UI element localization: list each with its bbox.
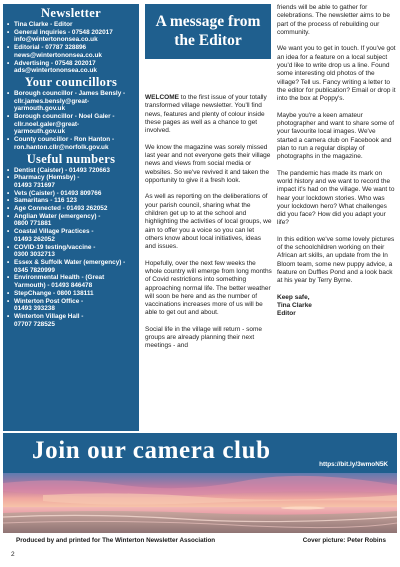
letter-paragraph bbox=[145, 260, 272, 318]
contact-item bbox=[7, 228, 135, 243]
contact-item-line: 07707 728525 bbox=[14, 320, 55, 328]
letter-paragraph: In this edition we've some lovely pictures of the schoolchildren working on their African art skills, an update from the In Bloom team, some new puppy advice, a feature on Duffles Pond and a look back at his year by Terry Byrne. bbox=[277, 235, 395, 285]
camera-club-link[interactable]: https://bit.ly/3wmoN5K bbox=[319, 461, 388, 468]
beach-sunset-photo bbox=[3, 473, 397, 533]
letter-paragraph bbox=[145, 326, 272, 351]
contact-item-line: • Editorial - 07787 328896 bbox=[14, 44, 87, 52]
editor-heading-line-2: the Editor bbox=[174, 32, 242, 49]
contact-item-line: • COVID-19 testing/vaccine - bbox=[14, 243, 96, 251]
contact-item-line: • Essex & Suffolk Water (emergency) - bbox=[14, 258, 126, 266]
camera-club-title: Join our camera club bbox=[32, 437, 271, 464]
signoff-line: Keep safe, bbox=[277, 293, 310, 301]
letter-paragraph: Maybe you're a keen amateur photographer and want to share some of your favourite local images. We've started a camera club on Facebook and plan to run a regular display of photographs in the magazine. bbox=[277, 111, 395, 161]
contact-item bbox=[7, 167, 135, 175]
contact-item bbox=[7, 113, 135, 136]
letter-paragraph-text: Social life in the village will return - some groups are already planning their next meetings - and bbox=[145, 325, 263, 350]
camera-club-banner bbox=[3, 433, 397, 473]
sidebar-section-title: Your councillors bbox=[24, 74, 118, 89]
contact-item-line: ads@wintertononsea.co.uk bbox=[14, 67, 97, 75]
letter-lead-word: WELCOME bbox=[145, 94, 179, 101]
contact-item bbox=[7, 274, 135, 289]
contact-item bbox=[7, 290, 135, 298]
contact-item-line: • Age Connected - 01493 262052 bbox=[14, 205, 108, 213]
editor-letter-column-1 bbox=[145, 94, 272, 359]
contact-item-line: • Coastal Village Practices - bbox=[14, 228, 94, 236]
contact-item bbox=[7, 136, 135, 151]
letter-paragraph bbox=[145, 193, 272, 251]
letter-paragraph: The pandemic has made its mark on world history and we want to record the impact it's had on the village. We want to hear your lockdown stories. Who was your lockdown hero? What challenges did you face? How did you adapt your life? bbox=[277, 169, 395, 227]
letter-paragraph: friends will be able to gather for celebrations. The newsletter aims to be part of the process of rebuilding our community. bbox=[277, 4, 390, 36]
contact-item-line: 0800 771881 bbox=[14, 220, 52, 228]
contact-item-line: cllr.noel.galer@great- bbox=[14, 120, 80, 128]
cover-picture-credit: Cover picture: Peter Robins bbox=[302, 537, 386, 544]
contact-item-line: • General inquiries - 07548 202017 bbox=[14, 28, 113, 36]
contact-item-line: news@wintertononsea.co.uk bbox=[14, 51, 102, 59]
letter-paragraph bbox=[145, 144, 272, 185]
contacts-sidebar bbox=[3, 4, 139, 431]
contact-item-line: • Tina Clarke - Editor bbox=[14, 21, 73, 28]
contact-item-line: • Pharmacy (Hemsby) - bbox=[14, 174, 80, 182]
contact-item-line: • Dentist (Caister) - 01493 720663 bbox=[14, 166, 110, 174]
letter-paragraph bbox=[145, 94, 272, 135]
sidebar-section-list bbox=[7, 21, 135, 75]
editor-letter-column-2 bbox=[277, 4, 397, 319]
sidebar-section-list bbox=[7, 90, 135, 152]
editor-heading-line-1: A message from bbox=[155, 13, 261, 30]
contact-item-line: 01493 393238 bbox=[14, 305, 55, 313]
editor-signoff bbox=[277, 294, 397, 319]
contact-item bbox=[7, 44, 135, 59]
contact-item-line: • County councillor - Ron Hanton - bbox=[14, 136, 115, 144]
contact-item bbox=[7, 205, 135, 213]
contact-item-line: • Vets (Caister) - 01493 809766 bbox=[14, 189, 102, 197]
production-credit: Produced by and printed for The Winterton Newsletter Association bbox=[16, 537, 216, 544]
page-number: 2 bbox=[11, 551, 15, 558]
contact-item bbox=[7, 21, 135, 29]
contact-item bbox=[7, 174, 135, 189]
contact-item bbox=[7, 190, 135, 198]
contact-item bbox=[7, 60, 135, 75]
contact-item bbox=[7, 29, 135, 44]
contact-item bbox=[7, 197, 135, 205]
letter-paragraph-text: We know the magazine was sorely missed last year and not everyone gets their village news and views from social media or websites. So we've revived it and taken the opportunity to give it a fresh look. bbox=[145, 143, 271, 184]
contact-item-line: yarmouth.gov.uk bbox=[14, 105, 66, 113]
contact-item-line: • Borough councillor - Noel Galer - bbox=[14, 113, 115, 121]
contact-item bbox=[7, 213, 135, 228]
letter-paragraph-text: to the first issue of your totally transformed village newsletter. You'll find news, features and plenty of colour inside these pages as well as a chance to get involved. bbox=[145, 94, 267, 135]
contact-item-line: 01493 262052 bbox=[14, 235, 55, 243]
contact-item-line: • Environmental Health - (Great bbox=[14, 274, 105, 282]
contact-item-line: • Advertising - 07548 202017 bbox=[14, 59, 96, 67]
letter-paragraph: We want you to get in touch. If you've got an idea for a feature on a local subject you'd like to write drop us a line. Found some interesting old photos of the village? Tell us. Fancy writing a letter to the editor for publication? Email or drop it into the box at Poppy's. bbox=[277, 45, 396, 103]
contact-item-line: • StepChange - 0800 138111 bbox=[14, 289, 94, 297]
letter-paragraph-text: As well as reporting on the deliberations of your parish council, sharing what the children get up to at the school and highlighting the activities of local groups, we aim to offer you a voice so you can let others know about local initiatives, ideas and issues. bbox=[145, 193, 272, 251]
contact-item bbox=[7, 244, 135, 259]
contact-item bbox=[7, 90, 135, 113]
contact-item-line: ron.hanton.cllr@norfolk.gov.uk bbox=[14, 143, 109, 151]
editor-message-heading bbox=[145, 4, 271, 59]
beach-sunset-image bbox=[3, 473, 397, 533]
signoff-line: Editor bbox=[277, 310, 296, 318]
contact-item-line: Yarmouth) - 01493 846478 bbox=[14, 282, 93, 290]
contact-item-line: cllr.james.bensly@great- bbox=[14, 97, 90, 105]
signoff-line: Tina Clarke bbox=[277, 302, 312, 310]
contact-item bbox=[7, 298, 135, 313]
contact-item-line: 0300 3032713 bbox=[14, 251, 55, 259]
sidebar-section-list bbox=[7, 167, 135, 329]
page-footer bbox=[0, 533, 400, 567]
contact-item bbox=[7, 313, 135, 328]
contact-item bbox=[7, 259, 135, 274]
contact-item-line: 0345 7820999 bbox=[14, 266, 55, 274]
contact-item-line: yarmouth.gov.uk bbox=[14, 128, 66, 136]
contact-item-line: • Anglian Water (emergency) - bbox=[14, 212, 101, 220]
sidebar-section-title: Newsletter bbox=[41, 6, 101, 20]
letter-paragraph-text: Hopefully, over the next few weeks the whole country will emerge from long months of Covid restrictions into something approaching normal life. The better weather will soon be here and as the number of vaccinations increases more of us will be able to get out and about. bbox=[145, 259, 272, 317]
contact-item-line: • Winterton Post Office - bbox=[14, 297, 84, 305]
contact-item-line: 01493 731697 bbox=[14, 181, 55, 189]
contact-item-line: • Borough councillor - James Bensly - bbox=[14, 89, 126, 97]
contact-item-line: info@wintertononsea.co.uk bbox=[14, 36, 98, 44]
contact-item-line: • Winterton Village Hall - bbox=[14, 312, 84, 320]
contact-item-line: • Samaritans - 116 123 bbox=[14, 197, 77, 205]
sidebar-section-title: Useful numbers bbox=[26, 151, 116, 166]
